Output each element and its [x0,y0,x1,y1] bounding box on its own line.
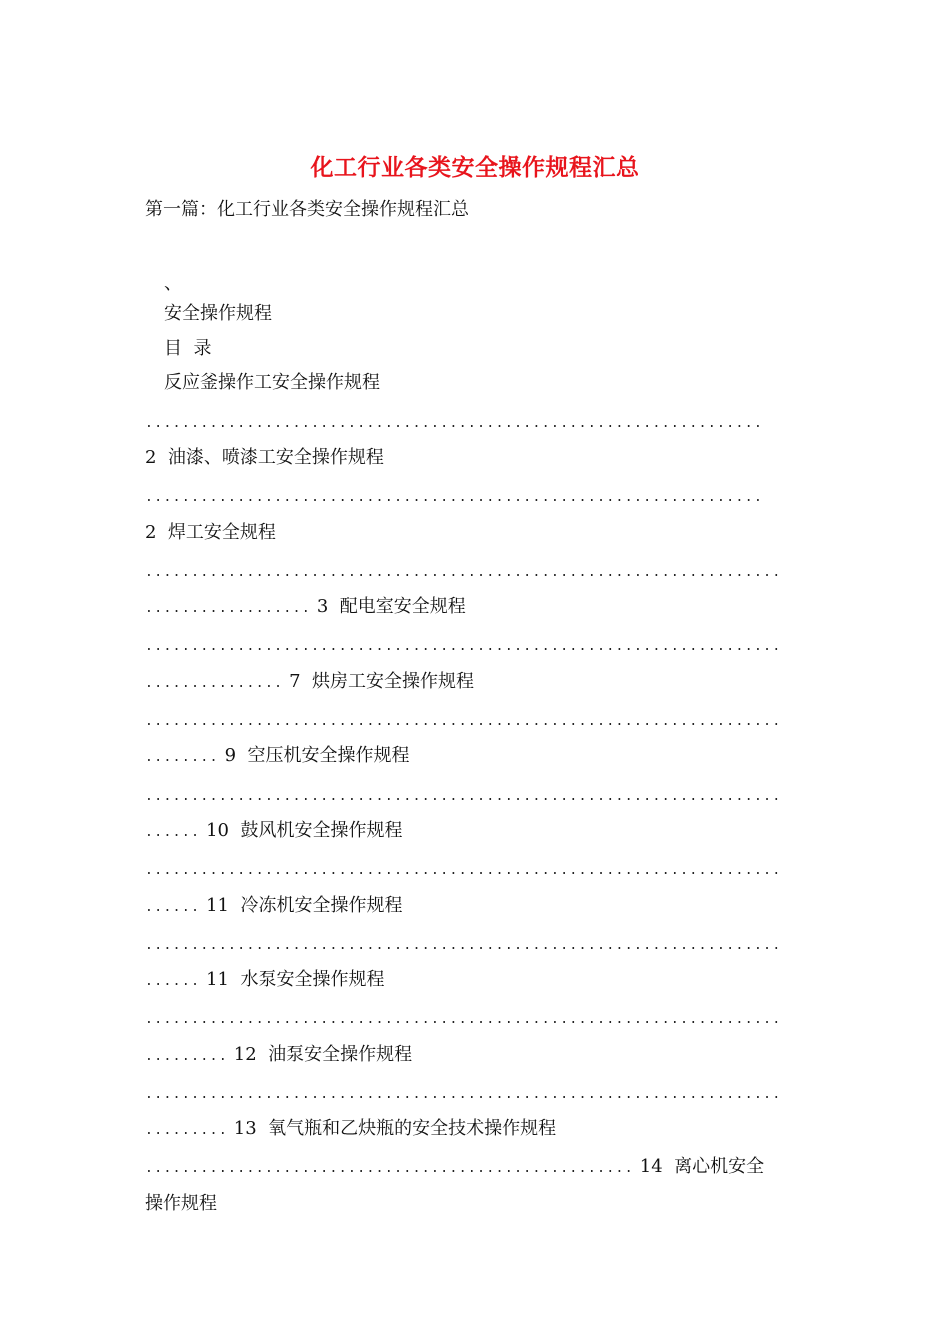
toc-entry-text: 12 油泵安全操作规程 [233,1044,413,1065]
toc-leader: ............... [145,676,284,691]
toc-dots: ..................................................................... [145,938,782,953]
toc-leader: ...... [145,825,201,840]
chapter-heading: 第一篇：化工行业各类安全操作规程汇总 [145,199,469,220]
toc-dots: ..................................................................... [145,565,782,580]
toc-entry-text: 7 烘房工安全操作规程 [289,671,475,692]
toc-dots: ..................................................................... [145,1012,782,1027]
toc-entry-text: 14 离心机安全 [639,1156,765,1177]
toc-entry-text: 11 水泵安全操作规程 [206,969,385,990]
toc-entry-continuation: 操作规程 [145,1193,217,1214]
document-title: 化工行业各类安全操作规程汇总 [310,154,640,181]
toc-entry [145,670,474,696]
toc-dots: ................................................................... [145,490,764,505]
toc-entry [145,595,466,621]
toc-heading: 目 录 [164,338,212,359]
doc-name: 安全操作规程 [164,303,272,324]
toc-entry [145,819,402,845]
toc-entry-text: 13 氧气瓶和乙炔瓶的安全技术操作规程 [233,1118,557,1139]
toc-entry-last [145,1155,764,1181]
toc-leader: ........ [145,750,219,765]
toc-entry-text: 2 油漆、喷漆工安全操作规程 [145,447,384,468]
toc-entry-text: 10 鼓风机安全操作规程 [206,820,403,841]
toc-dots: ..................................................................... [145,863,782,878]
toc-entry-text: 11 冷冻机安全操作规程 [206,895,403,916]
toc-entry [145,894,402,920]
toc-entry [145,968,384,994]
toc-leader: ...... [145,900,201,915]
toc-entry [145,1043,412,1069]
toc-entry [145,446,384,470]
toc-dots: ..................................................................... [145,714,782,729]
toc-leader: ..................................................... [145,1161,635,1176]
toc-leader: ......... [145,1123,229,1138]
toc-leader: ......... [145,1049,229,1064]
toc-entry [145,521,276,545]
toc-item-first: 反应釜操作工安全操作规程 [164,372,380,393]
punctuation-mark: 、 [164,273,182,294]
toc-entry-text: 2 焊工安全规程 [145,522,276,543]
toc-dots: ..................................................................... [145,639,782,654]
toc-dots: ................................................................... [145,416,764,431]
toc-leader: ...... [145,974,201,989]
toc-entry-text: 9 空压机安全操作规程 [224,745,410,766]
toc-leader: .................. [145,601,312,616]
toc-entry [145,1117,556,1143]
toc-entry [145,744,409,770]
toc-dots: ..................................................................... [145,1087,782,1102]
toc-dots: ..................................................................... [145,789,782,804]
toc-entry-text: 3 配电室安全规程 [316,596,466,617]
